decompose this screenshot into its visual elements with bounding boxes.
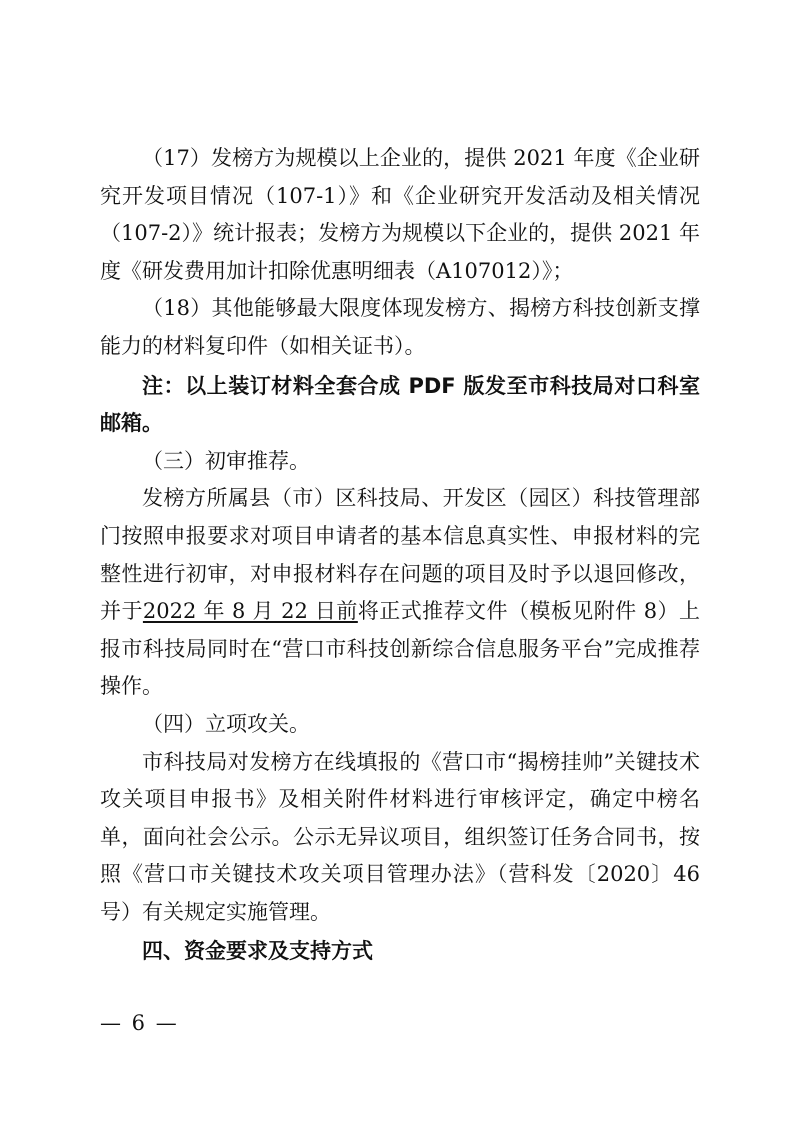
subheading-project-approval: （四）立项攻关。	[142, 711, 310, 736]
paragraph-item-18: （18）其他能够最大限度体现发榜方、揭榜方科技创新支撑能力的材料复印件（如相关证书）。	[100, 296, 700, 358]
subheading-preliminary-review: （三）初审推荐。	[142, 448, 310, 473]
section-heading-funding: 四、资金要求及支持方式	[142, 939, 373, 964]
note-paragraph: 注：以上装订材料全套合成 PDF 版发至市科技局对口科室邮箱。	[100, 373, 700, 436]
deadline-underlined: 2022 年 8 月 22 日前	[142, 599, 358, 624]
paragraph-item-17: （17）发榜方为规模以上企业的，提供 2021 年度《企业研究开发项目情况（107-1）》和《企业研究开发活动及相关情况（107-2）》统计报表；发榜方为规模以下企业的，提供 2021 年度《研发费用加计扣除优惠明细表（A107012）》；	[100, 146, 700, 283]
review-text-a: 发榜方所属县（市）区科技局、开发区（园区）科技管理部门按照申报要求对项目申请者的基本信息真实性、申报材料的完整性进行初审，对申报材料存在问题的项目及时予以退回修改，并于	[100, 486, 700, 624]
paragraph-preliminary-review	[100, 480, 700, 706]
page-number: — 6 —	[100, 1011, 179, 1035]
document-page	[100, 140, 700, 971]
paragraph-project-approval: 市科技局对发榜方在线填报的《营口市“揭榜挂帅”关键技术攻关项目申报书》及相关附件材料进行审核评定，确定中榜名单，面向社会公示。公示无异议项目，组织签订任务合同书，按照《营口市关键技术攻关项目管理办法》（营科发〔2020〕46 号）有关规定实施管理。	[100, 749, 700, 924]
review-text-b: 将正式推荐文件（模板见附件 8）上报市科技局同时在“营口市科技创新综合信息服务平台”完成推荐操作。	[100, 599, 701, 699]
